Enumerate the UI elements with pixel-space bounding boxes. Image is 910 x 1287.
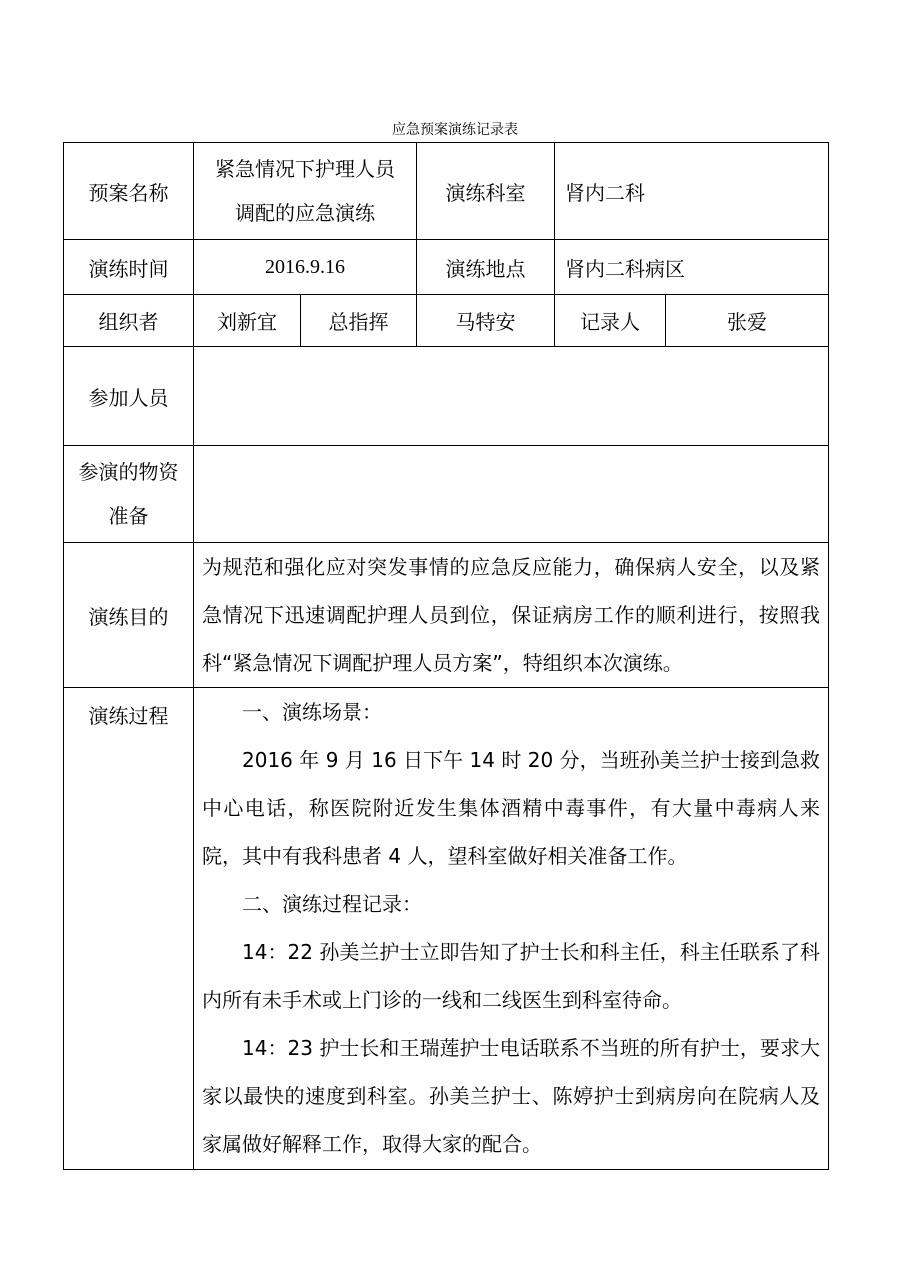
recorder-label: 记录人 — [555, 295, 666, 347]
commander-label: 总指挥 — [301, 295, 417, 347]
recorder-value: 张爱 — [666, 295, 829, 347]
process-paragraph: 14：23 护士长和王瑞莲护士电话联系不当班的所有护士，要求大家以最快的速度到科室。孙美兰护士、陈婷护士到病房向在院病人及家属做好解释工作，取得大家的配合。 — [202, 1036, 820, 1156]
commander-value: 马特安 — [417, 295, 555, 347]
purpose-label: 演练目的 — [64, 543, 194, 688]
process-content — [194, 688, 829, 1170]
process-paragraph: 2016 年 9 月 16 日下午 14 时 20 分，当班孙美兰护士接到急救中心电话，称医院附近发生集体酒精中毒事件，有大量中毒病人来院，其中有我科患者 4 人，望科室做好相关准备工作。 — [202, 748, 820, 868]
place-label: 演练地点 — [417, 240, 555, 295]
materials-value — [194, 446, 829, 543]
process-paragraph: 14：22 孙美兰护士立即告知了护士长和科主任，科主任联系了科内所有未手术或上门诊的一线和二线医生到科室待命。 — [202, 940, 820, 1012]
organizer-label: 组织者 — [64, 295, 194, 347]
time-value: 2016.9.16 — [194, 240, 417, 295]
plan-name-line2: 调配的应急演练 — [235, 201, 375, 225]
dept-label: 演练科室 — [417, 143, 555, 240]
process-paragraph: 一、演练场景： — [242, 700, 382, 724]
process-paragraph: 二、演练过程记录： — [242, 892, 422, 916]
materials-label — [64, 446, 194, 543]
row-process — [64, 688, 829, 1170]
row-time — [64, 240, 829, 295]
place-value: 肾内二科病区 — [555, 240, 829, 295]
time-label: 演练时间 — [64, 240, 194, 295]
row-people — [64, 295, 829, 347]
purpose-text: 为规范和强化应对突发事情的应急反应能力，确保病人安全，以及紧急情况下迅速调配护理人员到位，保证病房工作的顺利进行，按照我科“紧急情况下调配护理人员方案”，特组织本次演练。 — [194, 543, 829, 688]
participants-value — [194, 347, 829, 446]
plan-name-line1: 紧急情况下护理人员 — [215, 157, 395, 181]
row-participants — [64, 347, 829, 446]
row-plan-name — [64, 143, 829, 240]
materials-label-line2: 准备 — [108, 504, 149, 528]
document-title: 应急预案演练记录表 — [392, 122, 518, 138]
organizer-value: 刘新宜 — [194, 295, 301, 347]
plan-name-value — [194, 143, 417, 240]
participants-label: 参加人员 — [64, 347, 194, 446]
row-materials — [64, 446, 829, 543]
row-purpose — [64, 543, 829, 688]
drill-record-table — [63, 142, 829, 1170]
dept-value: 肾内二科 — [555, 143, 829, 240]
plan-name-label: 预案名称 — [64, 143, 194, 240]
materials-label-line1: 参演的物资 — [78, 460, 179, 484]
process-label: 演练过程 — [64, 688, 194, 1170]
